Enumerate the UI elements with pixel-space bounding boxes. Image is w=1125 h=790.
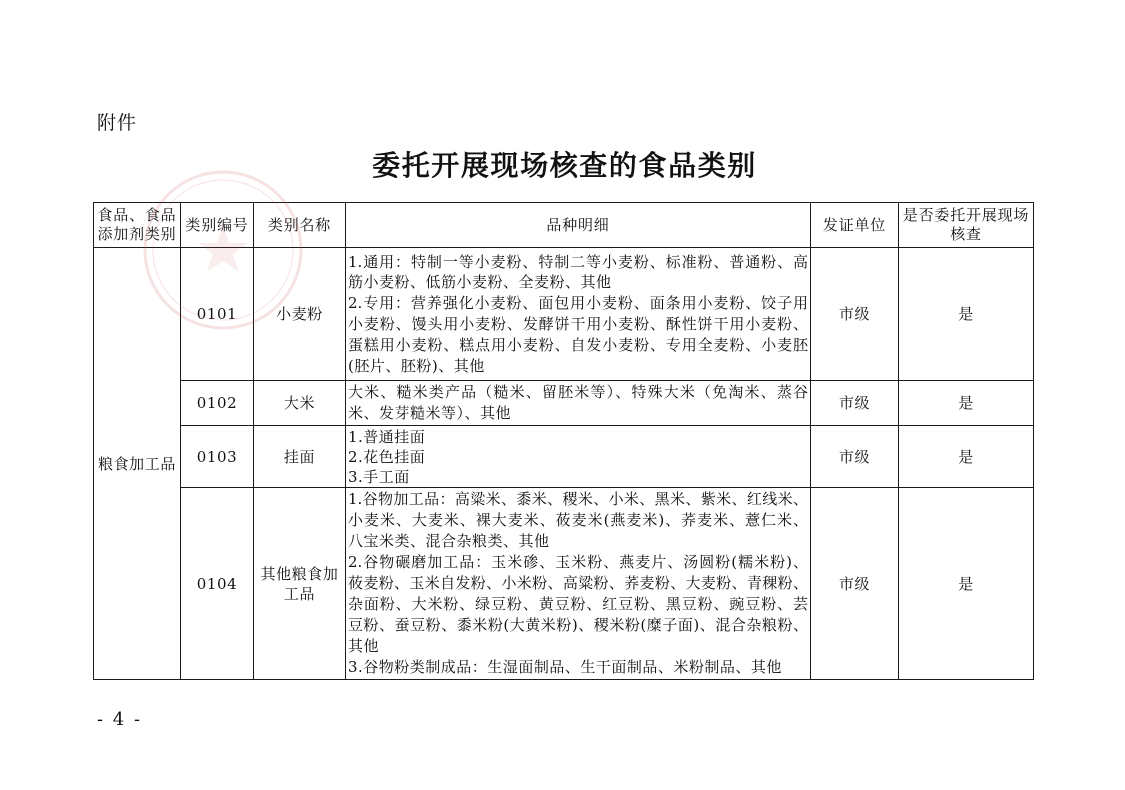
- header-category-line: 食品、食品: [97, 206, 177, 224]
- detail-line: 1.谷物加工品：高粱米、黍米、稷米、小米、黑米、紫米、红线米、: [348, 490, 808, 508]
- food-category-table: [93, 202, 1034, 680]
- detail-line: 3.谷物粉类制成品：生湿面制品、生干面制品、米粉制品、其他: [348, 658, 782, 676]
- detail-line: 2.谷物碾磨加工品：玉米碜、玉米粉、燕麦片、汤圆粉(糯米粉)、: [348, 553, 808, 571]
- category-code: 0102: [181, 381, 254, 426]
- table-row: [94, 381, 1034, 426]
- detail-line: 蛋糕用小麦粉、糕点用小麦粉、自发小麦粉、专用全麦粉、小麦胚: [348, 335, 808, 354]
- category-code: 0104: [181, 488, 254, 680]
- category-code: 0103: [181, 426, 254, 488]
- issuer-cell: 市级: [811, 488, 899, 680]
- entrust-cell: 是: [899, 248, 1034, 381]
- header-name: 类别名称: [254, 203, 346, 248]
- header-entrust-line: 核查: [950, 225, 982, 243]
- document-title: 委托开展现场核查的食品类别: [372, 149, 757, 182]
- table-row: [94, 426, 1034, 488]
- entrust-cell: 是: [899, 381, 1034, 426]
- header-details: 品种明细: [346, 203, 811, 248]
- detail-line: 其他: [348, 637, 380, 655]
- category-details: [346, 488, 811, 680]
- header-category: [94, 203, 181, 248]
- category-name: [254, 381, 346, 426]
- attachment-label: 附件: [97, 112, 138, 134]
- header-category-line: 添加剂类别: [97, 225, 177, 243]
- table-head: [94, 203, 1034, 248]
- category-name-line: 工品: [283, 584, 316, 603]
- category-name-line: 大米: [283, 394, 316, 412]
- category-name: [254, 488, 346, 680]
- category-name-line: 小麦粉: [276, 305, 323, 323]
- detail-line: 筋小麦粉、低筋小麦粉、全麦粉、其他: [348, 273, 612, 292]
- group-cell: 粮食加工品: [94, 248, 181, 680]
- table-body: [94, 248, 1034, 680]
- category-name-line: 其他粮食加: [260, 564, 339, 583]
- header-entrust: [899, 203, 1034, 248]
- category-details: [346, 426, 811, 488]
- category-details: [346, 381, 811, 426]
- table-row: [94, 488, 1034, 680]
- header-entrust-line: 是否委托开展现场: [902, 206, 1030, 224]
- entrust-cell: 是: [899, 488, 1034, 680]
- detail-line: 3.手工面: [348, 467, 410, 486]
- detail-line: (胚片、胚粉)、其他: [348, 356, 485, 375]
- detail-line: 莜麦粉、玉米自发粉、小米粉、高粱粉、荞麦粉、大麦粉、青稞粉、: [348, 574, 808, 592]
- detail-line: 豆粉、蚕豆粉、黍米粉(大黄米粉)、稷米粉(糜子面)、混合杂粮粉、: [348, 616, 808, 634]
- table-header-row: [94, 203, 1034, 248]
- detail-line: 八宝米类、混合杂粮类、其他: [348, 532, 550, 550]
- detail-line: 1.普通挂面: [348, 427, 426, 446]
- category-name: [254, 248, 346, 381]
- issuer-cell: 市级: [811, 381, 899, 426]
- detail-line: 1.通用：特制一等小麦粉、特制二等小麦粉、标准粉、普通粉、高: [348, 252, 808, 271]
- category-name: [254, 426, 346, 488]
- detail-line: 小麦粉、馒头用小麦粉、发酵饼干用小麦粉、酥性饼干用小麦粉、: [348, 315, 808, 333]
- table-row: [94, 248, 1034, 381]
- detail-line: 2.专用：营养强化小麦粉、面包用小麦粉、面条用小麦粉、饺子用: [348, 294, 808, 313]
- issuer-cell: 市级: [811, 426, 899, 488]
- category-code: 0101: [181, 248, 254, 381]
- detail-line: 米、发芽糙米等）、其他: [348, 404, 512, 422]
- detail-line: 大米、糙米类产品（糙米、留胚米等）、特殊大米（免淘米、蒸谷: [348, 383, 808, 402]
- detail-line: 小麦米、大麦米、裸大麦米、莜麦米(燕麦米)、荞麦米、薏仁米、: [348, 511, 808, 529]
- entrust-cell: 是: [899, 426, 1034, 488]
- header-issuer: 发证单位: [811, 203, 899, 248]
- issuer-cell: 市级: [811, 248, 899, 381]
- header-code: 类别编号: [181, 203, 254, 248]
- category-name-line: 挂面: [283, 447, 316, 466]
- detail-line: 2.花色挂面: [348, 447, 426, 466]
- page-number: - 4 -: [97, 709, 143, 730]
- detail-line: 杂面粉、大米粉、绿豆粉、黄豆粉、红豆粉、黑豆粉、豌豆粉、芸: [348, 595, 808, 613]
- category-details: [346, 248, 811, 381]
